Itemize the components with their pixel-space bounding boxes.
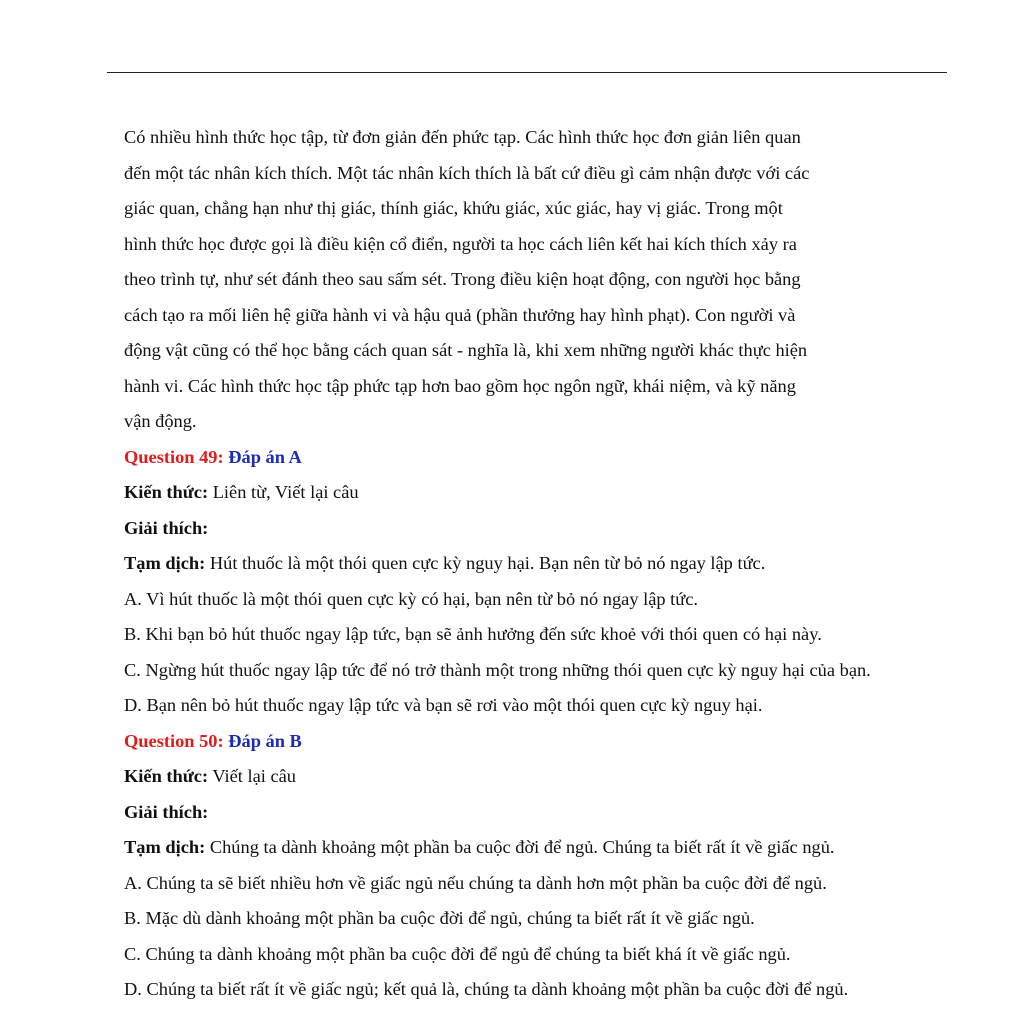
- translation-value: Hút thuốc là một thói quen cực kỳ nguy hại. Bạn nên từ bỏ nó ngay lập tức.: [209, 553, 766, 573]
- intro-line: đến một tác nhân kích thích. Một tác nhân kích thích là bất cứ điều gì cảm nhận được với các: [124, 162, 810, 183]
- intro-line: vận động.: [124, 411, 197, 431]
- knowledge-value: Liên từ, Viết lại câu: [212, 482, 359, 502]
- intro-line: giác quan, chẳng hạn như thị giác, thính giác, khứu giác, xúc giác, hay vị giác. Trong một: [124, 198, 783, 218]
- intro-line: theo trình tự, như sét đánh theo sau sấm sét. Trong điều kiện hoạt động, con người học bằng: [124, 269, 801, 289]
- question-49-answer: Đáp án A: [228, 446, 302, 467]
- question-49-explain: [124, 511, 974, 547]
- option-c: C. Chúng ta dành khoảng một phần ba cuộc đời để ngủ để chúng ta biết khá ít về giấc ngủ.: [124, 943, 791, 964]
- knowledge-value: Viết lại câu: [212, 766, 296, 786]
- intro-line: hình thức học được gọi là điều kiện cổ điển, người ta học cách liên kết hai kích thích xảy ra: [124, 233, 797, 254]
- question-50: [124, 724, 974, 1008]
- question-49-knowledge: [124, 475, 974, 511]
- option-b: B. Khi bạn bỏ hút thuốc ngay lập tức, bạn sẽ ảnh hưởng đến sức khoẻ với thói quen có hại này.: [124, 624, 822, 644]
- question-49: [124, 440, 974, 724]
- option-d: D. Bạn nên bỏ hút thuốc ngay lập tức và bạn sẽ rơi vào một thói quen cực kỳ nguy hại.: [124, 695, 763, 715]
- page-content: [124, 120, 974, 1008]
- knowledge-label: Kiến thức:: [124, 482, 209, 502]
- option-c: C. Ngừng hút thuốc ngay lập tức để nó trở thành một trong những thói quen cực kỳ nguy hại của bạn.: [124, 659, 871, 680]
- option-a: A. Vì hút thuốc là một thói quen cực kỳ có hại, bạn nên từ bỏ nó ngay lập tức.: [124, 588, 699, 609]
- question-50-heading: [124, 724, 974, 760]
- intro-line: động vật cũng có thể học bằng cách quan sát - nghĩa là, khi xem những người khác thực hiện: [124, 340, 808, 360]
- translation-label: Tạm dịch:: [124, 837, 206, 857]
- translation-label: Tạm dịch:: [124, 553, 206, 573]
- intro-line: cách tạo ra mối liên hệ giữa hành vi và hậu quả (phần thưởng hay hình phạt). Con người và: [124, 304, 796, 325]
- intro-line: hành vi. Các hình thức học tập phức tạp hơn bao gồm học ngôn ngữ, khái niệm, và kỹ năng: [124, 375, 796, 396]
- question-50-answer: Đáp án B: [228, 730, 302, 751]
- explain-label: Giải thích:: [124, 517, 209, 538]
- option-d: D. Chúng ta biết rất ít về giấc ngủ; kết quả là, chúng ta dành khoảng một phần ba cuộc đời để ngủ.: [124, 979, 849, 999]
- knowledge-label: Kiến thức:: [124, 766, 209, 786]
- option-b: B. Mặc dù dành khoảng một phần ba cuộc đời để ngủ, chúng ta biết rất ít về giấc ngủ.: [124, 908, 755, 928]
- question-50-knowledge: [124, 759, 974, 795]
- header-rule: [107, 72, 947, 73]
- question-50-label: Question 50:: [124, 730, 224, 751]
- intro-line: Có nhiều hình thức học tập, từ đơn giản đến phức tạp. Các hình thức học đơn giản liên quan: [124, 127, 801, 147]
- question-50-explain: [124, 795, 974, 831]
- question-49-label: Question 49:: [124, 446, 224, 467]
- translation-value: Chúng ta dành khoảng một phần ba cuộc đời để ngủ. Chúng ta biết rất ít về giấc ngủ.: [209, 837, 835, 857]
- question-50-translation: [124, 830, 974, 866]
- option-a: A. Chúng ta sẽ biết nhiều hơn về giấc ngủ nếu chúng ta dành hơn một phần ba cuộc đời để ngủ.: [124, 872, 827, 893]
- question-49-translation: [124, 546, 974, 582]
- question-49-heading: [124, 440, 974, 476]
- explain-label: Giải thích:: [124, 801, 209, 822]
- intro-paragraph: [124, 120, 974, 440]
